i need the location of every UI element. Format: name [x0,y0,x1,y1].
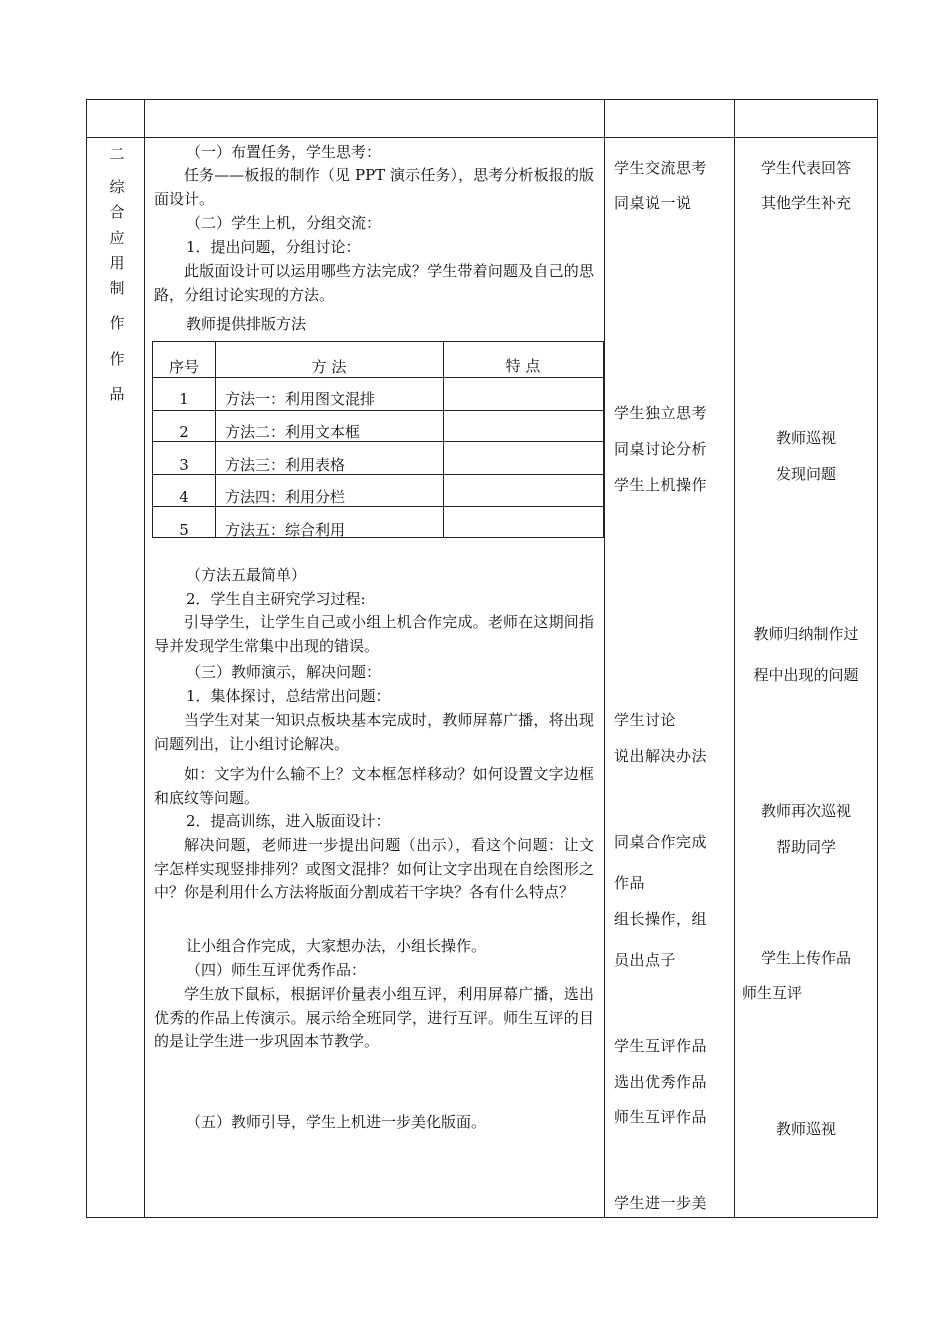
paragraph: 此版面设计可以运用哪些方法完成？学生带着问题及自己的思路，分组讨论实现的方法。 [154,262,594,304]
paragraph: 引导学生，让学生自己或小组上机合作完成。老师在这期间指导并发现学生常集中出现的错误。 [154,613,594,655]
student-activity: 师生互评作品 [614,1108,708,1126]
teacher-activity: 学生代表回答 [760,159,851,177]
stage-char: 合 [109,203,125,221]
student-activity: 学生上机操作 [614,476,708,494]
teacher-activity: 其他学生补充 [760,194,851,212]
teacher-activity: 学生上传作品 [760,949,851,967]
student-activity: 作品 [614,874,646,892]
stage-char: 二 [109,145,125,163]
student-activity: 员出点子 [614,951,677,969]
section-heading: （四）师生互评优秀作品： [186,961,367,979]
paragraph: 解决问题，老师进一步提出问题（出示），看这个问题：让文字怎样实现竖排排列？或图文混排？如何让文字出现在自绘图形之中？你是利用什么方法将版面分割成若干字块？各有什么特点？ [154,836,594,902]
method-number: 3 [179,456,189,474]
section-heading: （二）学生上机，分组交流： [186,214,382,232]
stage-char: 应 [109,229,125,247]
student-activity: 学生交流思考 [614,159,708,177]
method-name: 方法一：利用图文混排 [225,390,376,408]
section-heading: （三）教师演示，解决问题： [186,663,382,681]
teacher-activity: 教师巡视 [775,429,836,447]
student-activity: 组长操作，组 [614,910,708,928]
stage-char: 作 [109,350,125,368]
table-divider [144,99,145,1218]
student-activity: 说出解决办法 [614,747,708,765]
stage-char: 品 [109,385,125,403]
column-header: 特 点 [505,357,541,375]
section-heading: （一）布置任务，学生思考： [186,143,382,161]
column-header: 序号 [168,358,199,376]
method-number: 2 [179,423,189,441]
student-activity: 同桌说一说 [614,194,692,212]
teacher-activity: 发现问题 [775,465,836,483]
student-activity: 选出优秀作品 [614,1073,708,1091]
header-row-divider [86,137,878,138]
teacher-activity: 师生互评 [742,984,803,1002]
student-activity: 学生独立思考 [614,404,708,422]
paragraph: 让小组合作完成，大家想办法，小组长操作。 [186,937,487,955]
paragraph: 当学生对某一知识点板块基本完成时，教师屏幕广播，将出现问题列出，让小组讨论解决。 [154,711,594,753]
method-name: 方法四：利用分栏 [225,488,346,506]
teacher-activity: 程中出现的问题 [753,666,859,684]
step-heading: 1．集体探讨，总结常出问题： [186,687,391,705]
section-heading: （五）教师引导，学生上机进一步美化版面。 [186,1113,487,1131]
paragraph: 任务——板报的制作（见 PPT 演示任务），思考分析板报的版面设计。 [154,166,594,208]
stage-char: 用 [109,254,125,272]
methods-table [152,341,604,538]
student-activity: 学生互评作品 [614,1037,708,1055]
student-activity: 同桌讨论分析 [614,440,708,458]
student-activity: 学生进一步美 [614,1194,708,1212]
paragraph: 学生放下鼠标，根据评价量表小组互评，利用屏幕广播，选出优秀的作品上传演示。展示给全班同学，进行互评。师生互评的目的是让学生进一步巩固本节教学。 [154,985,594,1051]
step-heading: 2．学生自主研究学习过程: [186,590,366,608]
stage-char: 制 [109,279,125,297]
stage-char: 综 [109,178,125,196]
paragraph: 如：文字为什么输不上？文本框怎样移动？如何设置文字边框和底纹等问题。 [154,765,594,807]
column-header: 方 法 [311,358,347,376]
stage-char: 作 [109,314,125,332]
method-number: 1 [179,390,189,408]
note: （方法五最简单） [186,566,307,584]
method-name: 方法三：利用表格 [225,456,346,474]
student-activity: 学生讨论 [614,711,677,729]
step-heading: 1．提出问题，分组讨论： [186,238,361,256]
paragraph: 教师提供排版方法 [186,315,307,333]
teacher-activity: 教师归纳制作过 [753,625,859,643]
teacher-activity: 教师再次巡视 [760,802,851,820]
table-divider [604,99,605,1218]
method-number: 4 [179,488,189,506]
method-number: 5 [179,521,189,539]
step-heading: 2．提高训练，进入版面设计： [186,812,391,830]
student-activity: 同桌合作完成 [614,833,708,851]
method-name: 方法二：利用文本框 [225,423,361,441]
method-name: 方法五：综合利用 [225,521,346,539]
teacher-activity: 教师巡视 [775,1120,836,1138]
teacher-activity: 帮助同学 [775,838,836,856]
